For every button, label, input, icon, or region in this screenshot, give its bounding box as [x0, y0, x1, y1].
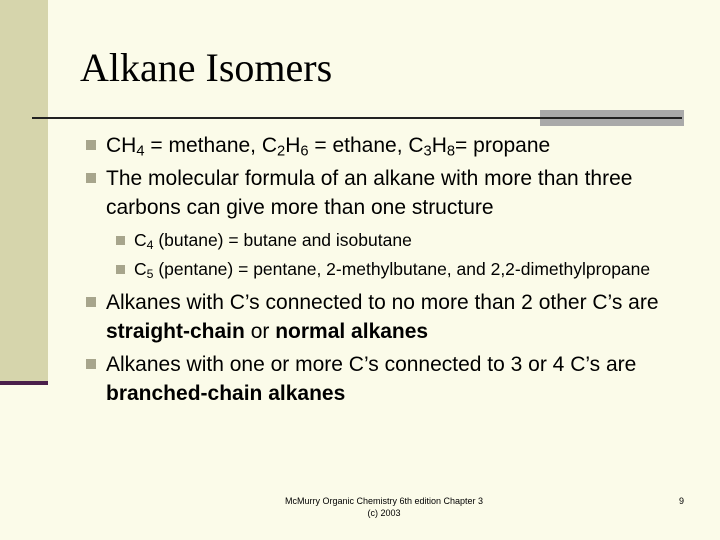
title-rule — [32, 117, 682, 119]
left-decorative-bar — [0, 0, 48, 383]
bullet-straight-chain: Alkanes with C’s connected to no more than 2 other C’s are straight-chain or normal alkanes — [86, 288, 696, 346]
bullet-branched-chain: Alkanes with one or more C’s connected to 3 or 4 C’s are branched-chain alkanes — [86, 350, 696, 408]
bullet-molecular-formula: The molecular formula of an alkane with more than three carbons can give more than one structure — [86, 164, 696, 222]
sub-bullet-pentane: $C_5$ (pentane) = pentane, 2-methylbutane, and 2,2-dimethylpropane — [116, 255, 696, 284]
square-bullet-icon — [86, 359, 96, 369]
square-bullet-icon — [116, 236, 125, 245]
square-bullet-icon — [86, 140, 96, 150]
slide-title: Alkane Isomers — [80, 45, 333, 90]
bullet-alkane-names: $CH_4$ = methane, $C_2H_6$ = ethane, $C_3H_8=$ propane — [86, 131, 696, 160]
slide-content — [86, 131, 696, 412]
left-bar-divider — [0, 381, 48, 385]
page-number: 9 — [678, 496, 684, 506]
sub-bullet-butane: $C_4$ (butane) = butane and isobutane — [116, 226, 696, 255]
footer-citation: McMurry Organic Chemistry 6th edition Chapter 3 (c) 2003 — [284, 496, 484, 518]
square-bullet-icon — [116, 265, 125, 274]
square-bullet-icon — [86, 297, 96, 307]
square-bullet-icon — [86, 173, 96, 183]
